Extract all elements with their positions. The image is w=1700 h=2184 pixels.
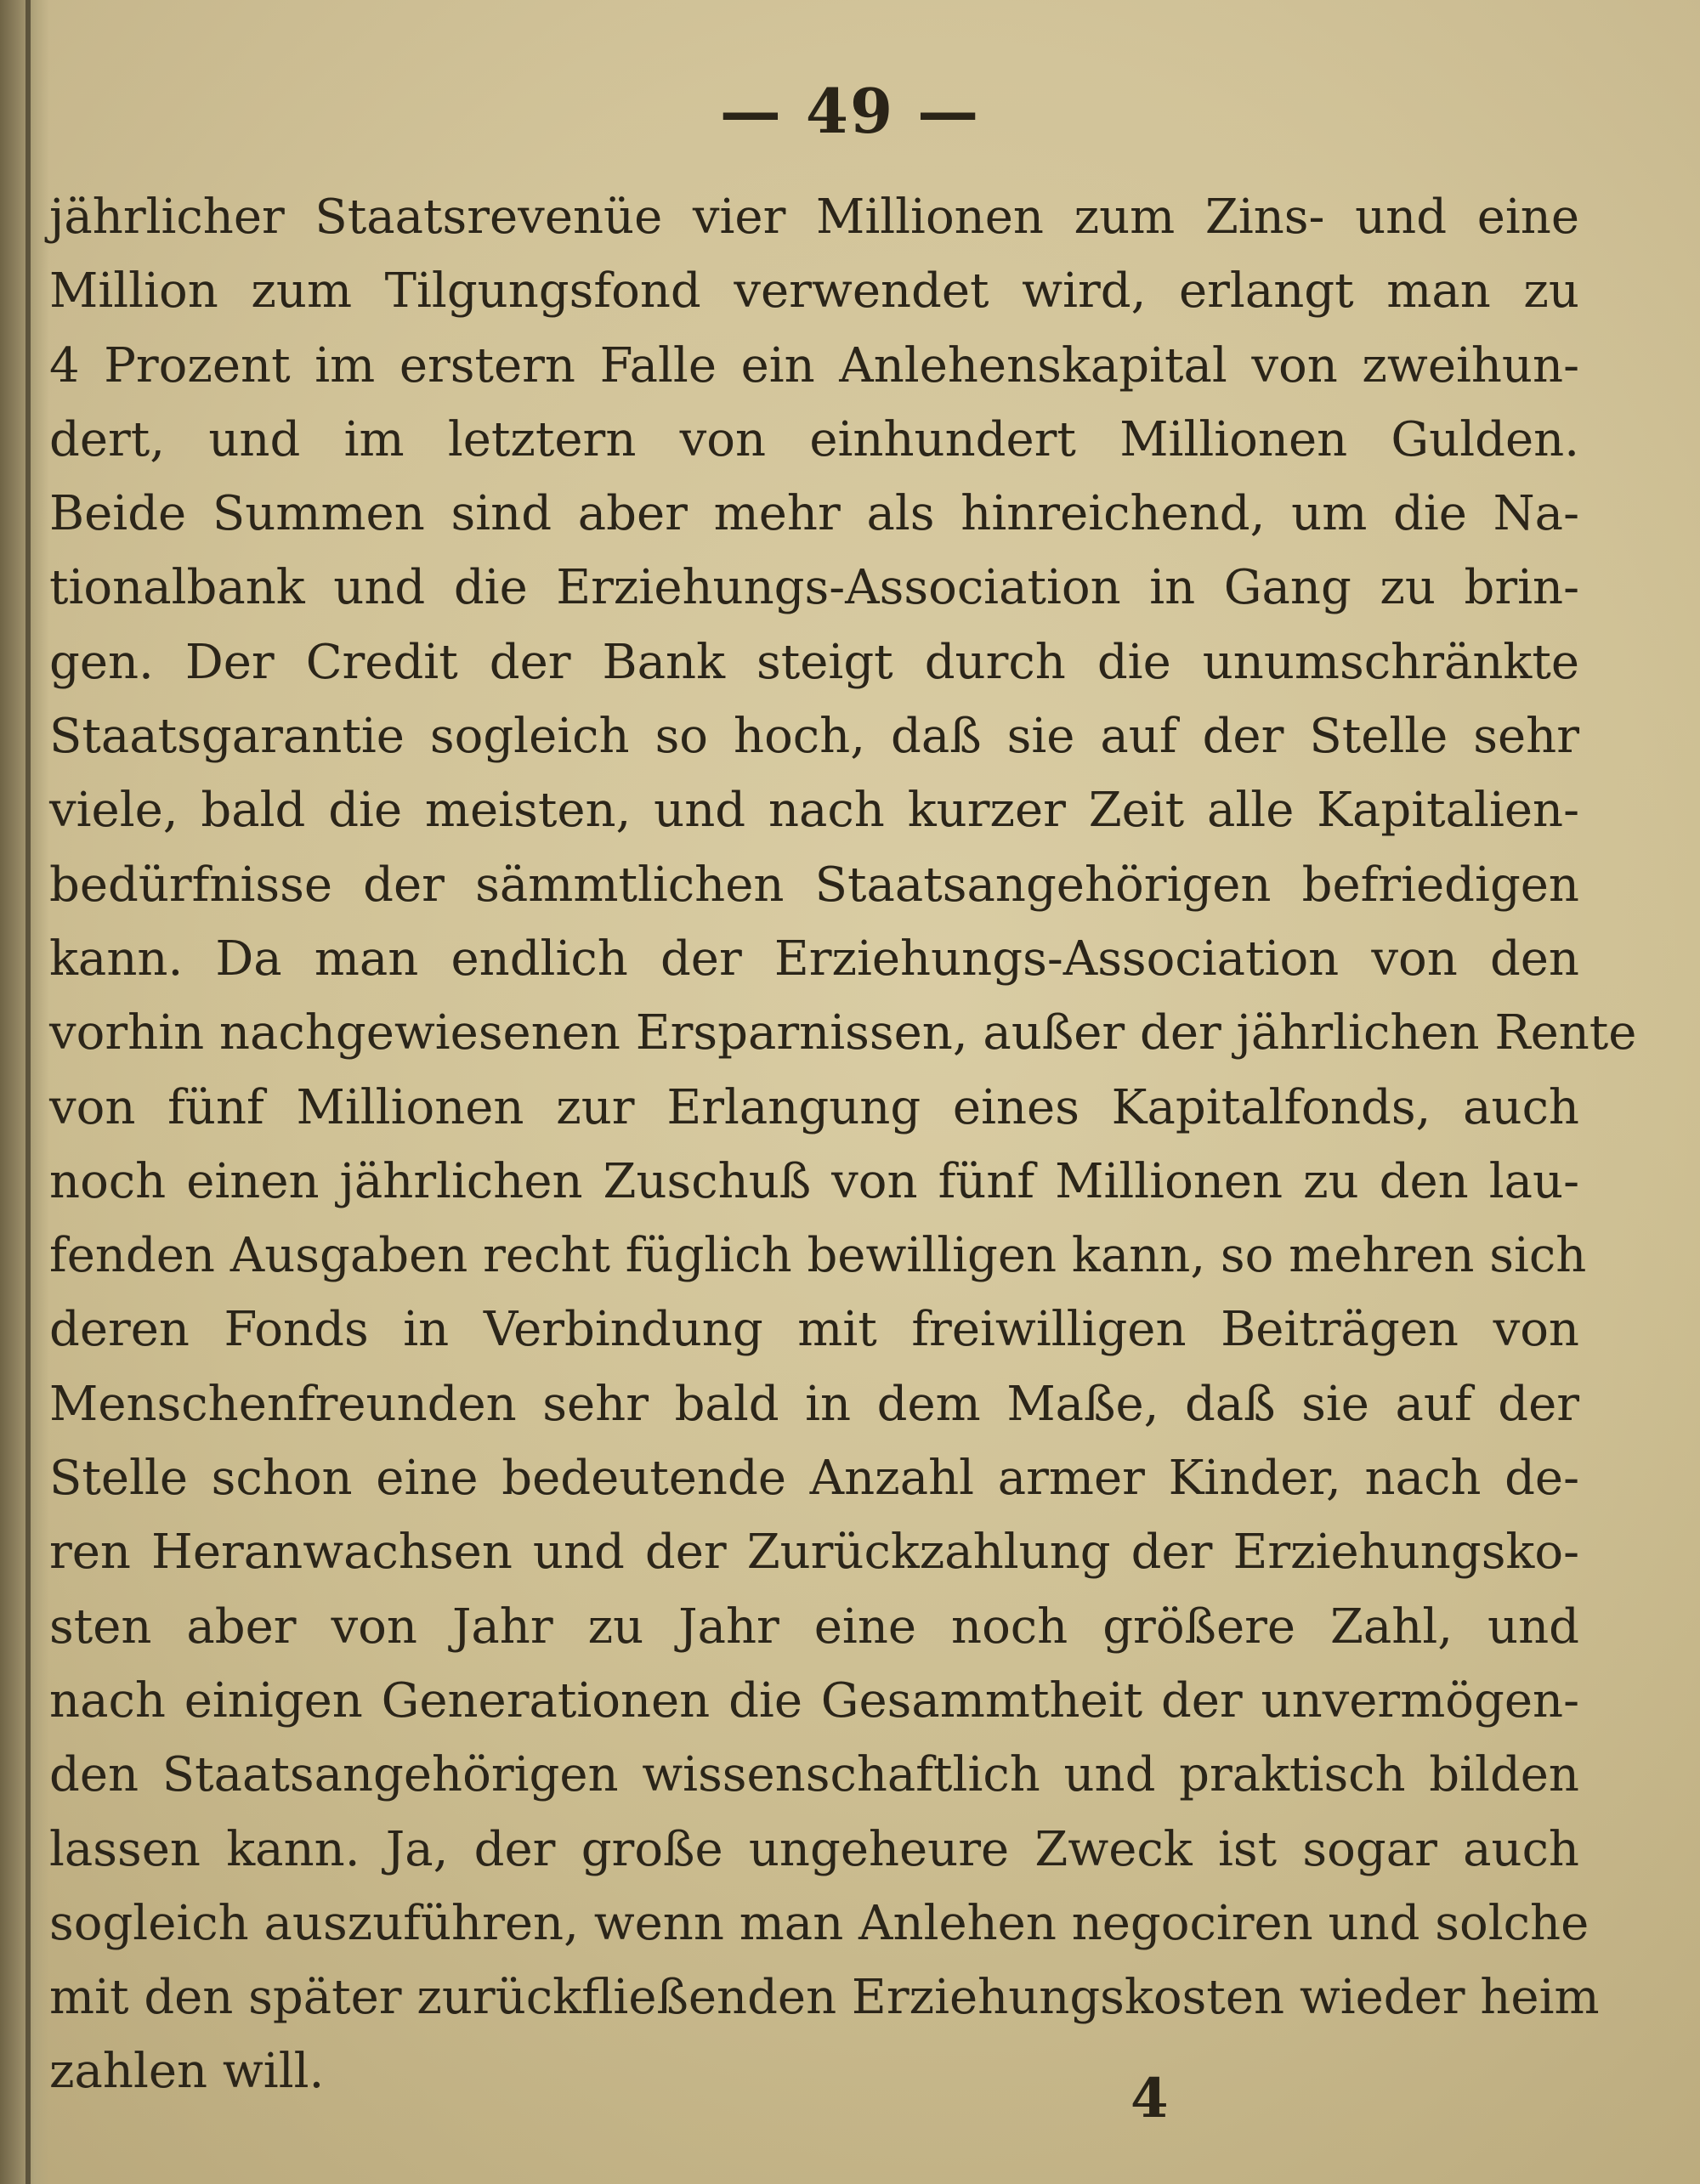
- binding-line: [26, 0, 31, 2184]
- text-line: von fünf Millionen zur Erlangung eines Kapitalfonds, auch: [49, 1079, 1579, 1135]
- text-line: den Staatsangehörigen wissenschaftlich und praktisch bilden: [49, 1747, 1579, 1803]
- text-line: dert, und im letztern von einhundert Millionen Gulden.: [49, 411, 1579, 467]
- text-line: Stelle schon eine bedeutende Anzahl armer Kinder, nach de-: [49, 1451, 1579, 1507]
- text-line: nach einigen Generationen die Gesammtheit der unvermögen-: [49, 1672, 1579, 1729]
- body-text: [49, 180, 1637, 2109]
- text-line: noch einen jährlichen Zuschuß von fünf Millionen zu den lau-: [49, 1153, 1579, 1209]
- page-header: — 49 —: [719, 75, 981, 147]
- text-line: mit den später zurückfließenden Erziehungskosten wieder heim: [49, 1970, 1600, 2026]
- text-line: Menschenfreunden sehr bald in dem Maße, daß sie auf der: [49, 1376, 1579, 1432]
- binding-edge: [0, 0, 49, 2184]
- text-line: ren Heranwachsen und der Zurückzahlung der Erziehungsko-: [49, 1525, 1579, 1581]
- text-line: vorhin nachgewiesenen Ersparnissen, außer der jährlichen Rente: [49, 1005, 1637, 1061]
- text-line: deren Fonds in Verbindung mit freiwilligen Beiträgen von: [49, 1302, 1579, 1358]
- text-line: fenden Ausgaben recht füglich bewilligen kann, so mehren sich: [49, 1228, 1587, 1284]
- text-line: 4 Prozent im erstern Falle ein Anlehenskapital von zweihun-: [49, 337, 1579, 393]
- text-line: bedürfnisse der sämmtlichen Staatsangehörigen befriedigen: [49, 857, 1579, 913]
- signature-mark: 4: [1130, 2067, 1169, 2130]
- text-line: lassen kann. Ja, der große ungeheure Zweck ist sogar auch: [49, 1821, 1579, 1877]
- text-line: Staatsgarantie sogleich so hoch, daß sie auf der Stelle sehr: [49, 709, 1579, 765]
- text-line-last: zahlen will.: [49, 2044, 325, 2100]
- text-line: jährlicher Staatsrevenüe vier Millionen zum Zins- und eine: [49, 190, 1579, 245]
- text-line: viele, bald die meisten, und nach kurzer Zeit alle Kapitalien-: [49, 783, 1579, 839]
- text-line: Beide Summen sind aber mehr als hinreichend, um die Na-: [49, 486, 1579, 542]
- text-line: Million zum Tilgungsfond verwendet wird, erlangt man zu: [49, 263, 1579, 320]
- text-line: kann. Da man endlich der Erziehungs-Association von den: [49, 931, 1579, 987]
- text-line: gen. Der Credit der Bank steigt durch die unumschränkte: [49, 634, 1579, 690]
- text-line: tionalbank und die Erziehungs-Association in Gang zu brin-: [49, 560, 1579, 616]
- text-line: sten aber von Jahr zu Jahr eine noch größere Zahl, und: [49, 1598, 1579, 1655]
- text-line: sogleich auszuführen, wenn man Anlehen negociren und solche: [49, 1895, 1590, 1951]
